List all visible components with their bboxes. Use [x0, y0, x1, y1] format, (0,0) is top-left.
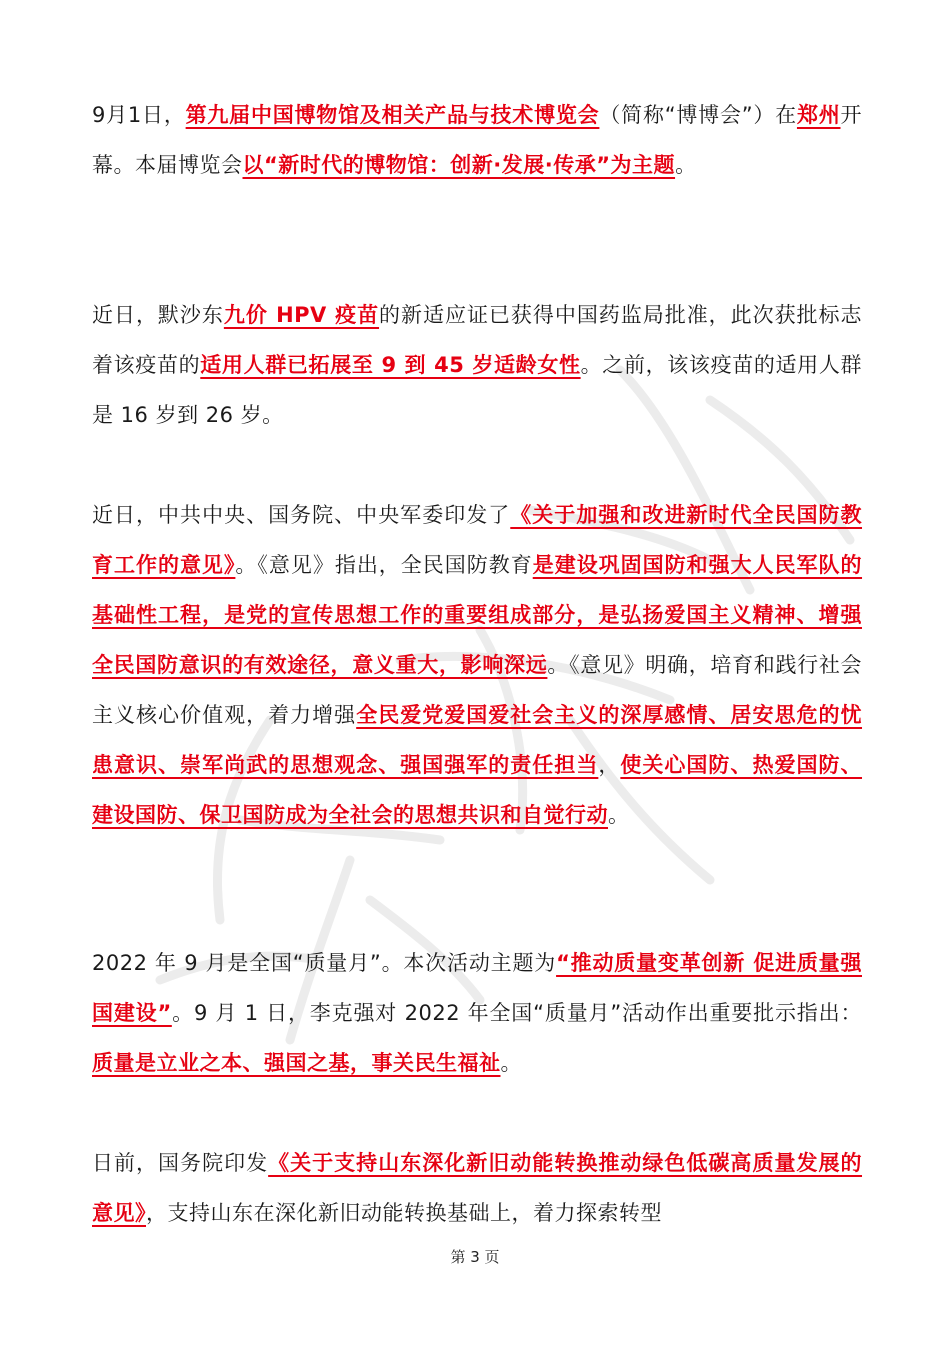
news-paragraph-shandong [92, 1138, 862, 1238]
p3-seg-5: 全民爱党爱国爱社会主义的深厚感情、居安思危的忧患意识、崇军尚武的思想观念、强国强军的责任担当 [92, 703, 863, 777]
p1-seg-1: 第九届中国博物馆及相关产品与技术博览会 [185, 103, 600, 127]
p4-seg-0: 2022 年 9 月是全国“质量月”。本次活动主题为 [92, 951, 557, 975]
p2-seg-3: 适用人群已拓展至 9 到 45 岁适龄女性 [200, 353, 581, 377]
p4-seg-2: 。9 月 1 日，李克强对 2022 年全国“质量月”活动作出重要批示指出： [171, 1001, 862, 1025]
p1-seg-0: 9月1日， [92, 103, 186, 127]
p3-seg-1: 《关于加强和改进新时代全民国防教育工作的意见》 [92, 503, 863, 577]
p3-seg-7: 使关心国防、热爱国防、建设国防、保卫国防成为全社会的思想共识和自觉行动 [92, 753, 863, 827]
p3-seg-2: 。《意见》指出，全民国防教育 [235, 553, 533, 577]
p3-seg-8: 。 [608, 803, 630, 827]
news-paragraph-museum-expo [92, 90, 862, 190]
p3-seg-0: 近日，中共中央、国务院、中央军委印发了 [92, 503, 511, 527]
p1-seg-4: 开幕。本届博览会 [92, 103, 863, 177]
p5-seg-1: 《关于支持山东深化新旧动能转换推动绿色低碳高质量发展的意见》 [92, 1151, 863, 1225]
p1-seg-3: 郑州 [796, 103, 841, 127]
p4-seg-4: 。 [500, 1051, 522, 1075]
p1-seg-2: （简称“博博会”）在 [599, 103, 797, 127]
p1-seg-5: 以“新时代的博物馆：创新·发展·传承”为主题 [242, 153, 676, 177]
news-paragraph-hpv-vaccine [92, 290, 862, 440]
p2-seg-2: 的新适应证已获得中国药监局批准，此次获批标志着该疫苗的 [92, 303, 863, 377]
p5-seg-2: ，支持山东在深化新旧动能转换基础上，着力探索转型 [146, 1201, 662, 1225]
p5-seg-0: 日前，国务院印发 [92, 1151, 269, 1175]
p2-seg-1: 九价 HPV 疫苗 [223, 303, 380, 327]
p4-seg-1: “推动质量变革创新 促进质量强国建设” [92, 951, 862, 1025]
news-paragraph-quality-month [92, 938, 862, 1088]
p3-seg-4: 。《意见》明确，培育和践行社会主义核心价值观，着力增强 [92, 653, 863, 727]
p2-seg-0: 近日，默沙东 [92, 303, 224, 327]
page-number: 第 3 页 [450, 1248, 500, 1266]
p3-seg-6: ， [598, 753, 621, 777]
p4-seg-3: 质量是立业之本、强国之基，事关民生福祉 [92, 1051, 501, 1075]
p1-seg-6: 。 [675, 153, 697, 177]
p3-seg-3: 是建设巩固国防和强大人民军队的基础性工程，是党的宣传思想工作的重要组成部分，是弘扬爱国主义精神、增强全民国防意识的有效途径，意义重大，影响深远 [92, 553, 863, 677]
news-paragraph-national-defense [92, 490, 862, 840]
p2-seg-4: 。之前，该该疫苗的适用人群是 16 岁到 26 岁。 [92, 353, 862, 427]
